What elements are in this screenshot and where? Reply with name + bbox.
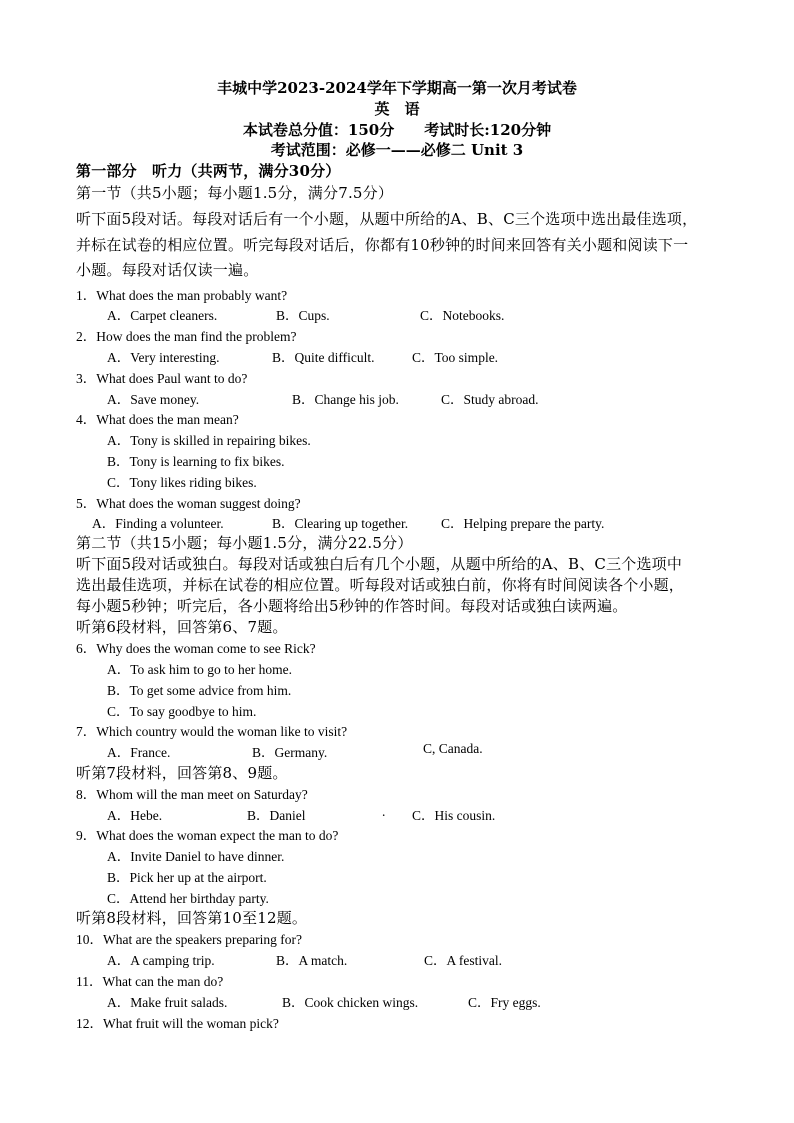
- material-8-heading: 听第8段材料，回答第10至12题。: [76, 909, 308, 927]
- score-time-line: 本试卷总分值：150分 考试时长:120分钟: [242, 121, 552, 139]
- question-8-stem: 8．Whom will the man meet on Saturday?: [76, 787, 308, 802]
- question-5-option-c: C．Helping prepare the party.: [441, 516, 605, 531]
- question-4-option-b: B．Tony is learning to fix bikes.: [107, 454, 285, 469]
- question-10-option-a: A．A camping trip.: [107, 953, 215, 968]
- material-7-heading: 听第7段材料，回答第8、9题。: [76, 764, 288, 782]
- question-11-option-a: A．Make fruit salads.: [107, 995, 228, 1010]
- question-3-option-a: A．Save money.: [107, 392, 200, 407]
- question-4-stem: 4．What does the man mean?: [76, 412, 239, 427]
- section1-instruction-2: 并标在试卷的相应位置。听完每段对话后，你都有10秒钟的时间来回答有关小题和阅读下一: [76, 236, 689, 254]
- exam-title: 丰城中学2023-2024学年下学期高一第一次月考试卷: [217, 79, 577, 97]
- question-12-stem: 12．What fruit will the woman pick?: [76, 1016, 279, 1031]
- stray-dot: .: [382, 804, 386, 819]
- question-9-option-a: A．Invite Daniel to have dinner.: [107, 849, 285, 864]
- question-7-option-b: B．Germany.: [252, 745, 328, 760]
- question-3-stem: 3．What does Paul want to do?: [76, 371, 248, 386]
- question-11-option-c: C．Fry eggs.: [468, 995, 541, 1010]
- question-3-option-b: B．Change his job.: [292, 392, 399, 407]
- section2-instruction-1: 听下面5段对话或独白。每段对话或独白后有几个小题，从题中所给的A、B、C三个选项中: [76, 555, 683, 573]
- question-4-option-a: A．Tony is skilled in repairing bikes.: [107, 433, 311, 448]
- question-1-option-a: A．Carpet cleaners.: [107, 308, 218, 323]
- section1-instruction-3: 小题。每段对话仅读一遍。: [76, 261, 259, 279]
- question-9-option-b: B．Pick her up at the airport.: [107, 870, 267, 885]
- question-10-stem: 10．What are the speakers preparing for?: [76, 932, 303, 947]
- section2-instruction-3: 每小题5秒钟；听完后，各小题将给出5秒钟的作答时间。每段对话或独白读两遍。: [76, 597, 628, 615]
- question-8-option-c: C．His cousin.: [412, 808, 496, 823]
- question-8-option-a: A．Hebe.: [107, 808, 163, 823]
- question-11-option-b: B．Cook chicken wings.: [282, 995, 419, 1010]
- question-6-stem: 6．Why does the woman come to see Rick?: [76, 641, 316, 656]
- question-2-option-b: B．Quite difficult.: [272, 350, 375, 365]
- question-6-option-a: A．To ask him to go to her home.: [107, 662, 293, 677]
- question-8-option-b: B．Daniel: [247, 808, 306, 823]
- question-6-option-c: C．To say goodbye to him.: [107, 704, 257, 719]
- question-9-stem: 9．What does the woman expect the man to do?: [76, 828, 339, 843]
- subject-title: 英 语: [374, 100, 420, 118]
- section2-title: 第二节（共15小题；每小题1.5分，满分22.5分）: [76, 534, 413, 552]
- question-5-stem: 5．What does the woman suggest doing?: [76, 496, 301, 511]
- question-1-option-c: C．Notebooks.: [420, 308, 505, 323]
- question-1-stem: 1．What does the man probably want?: [76, 288, 288, 303]
- section1-title: 第一节（共5小题；每小题1.5分，满分7.5分）: [76, 184, 394, 202]
- section2-instruction-2: 选出最佳选项，并标在试卷的相应位置。听每段对话或独白前，你将有时间阅读各个小题，: [76, 576, 685, 594]
- material-6-heading: 听第6段材料，回答第6、7题。: [76, 618, 288, 636]
- section1-instruction-1: 听下面5段对话。每段对话后有一个小题，从题中所给的A、B、C三个选项中选出最佳选项，: [76, 210, 698, 228]
- question-7-option-c: C, Canada.: [423, 741, 483, 756]
- question-3-option-c: C．Study abroad.: [441, 392, 539, 407]
- question-6-option-b: B．To get some advice from him.: [107, 683, 292, 698]
- question-7-stem: 7．Which country would the woman like to visit?: [76, 724, 348, 739]
- question-11-stem: 11．What can the man do?: [76, 974, 224, 989]
- question-5-option-b: B．Clearing up together.: [272, 516, 409, 531]
- question-4-option-c: C．Tony likes riding bikes.: [107, 475, 257, 490]
- question-7-option-a: A．France.: [107, 745, 171, 760]
- question-9-option-c: C．Attend her birthday party.: [107, 891, 269, 906]
- question-10-option-b: B．A match.: [276, 953, 348, 968]
- question-2-stem: 2．How does the man find the problem?: [76, 329, 297, 344]
- question-2-option-a: A．Very interesting.: [107, 350, 220, 365]
- question-2-option-c: C．Too simple.: [412, 350, 499, 365]
- question-5-option-a: A．Finding a volunteer.: [92, 516, 224, 531]
- part1-title: 第一部分 听力（共两节，满分30分）: [76, 162, 341, 180]
- question-1-option-b: B．Cups.: [276, 308, 330, 323]
- question-10-option-c: C．A festival.: [424, 953, 502, 968]
- scope-line: 考试范围：必修一——必修二 Unit 3: [270, 141, 524, 159]
